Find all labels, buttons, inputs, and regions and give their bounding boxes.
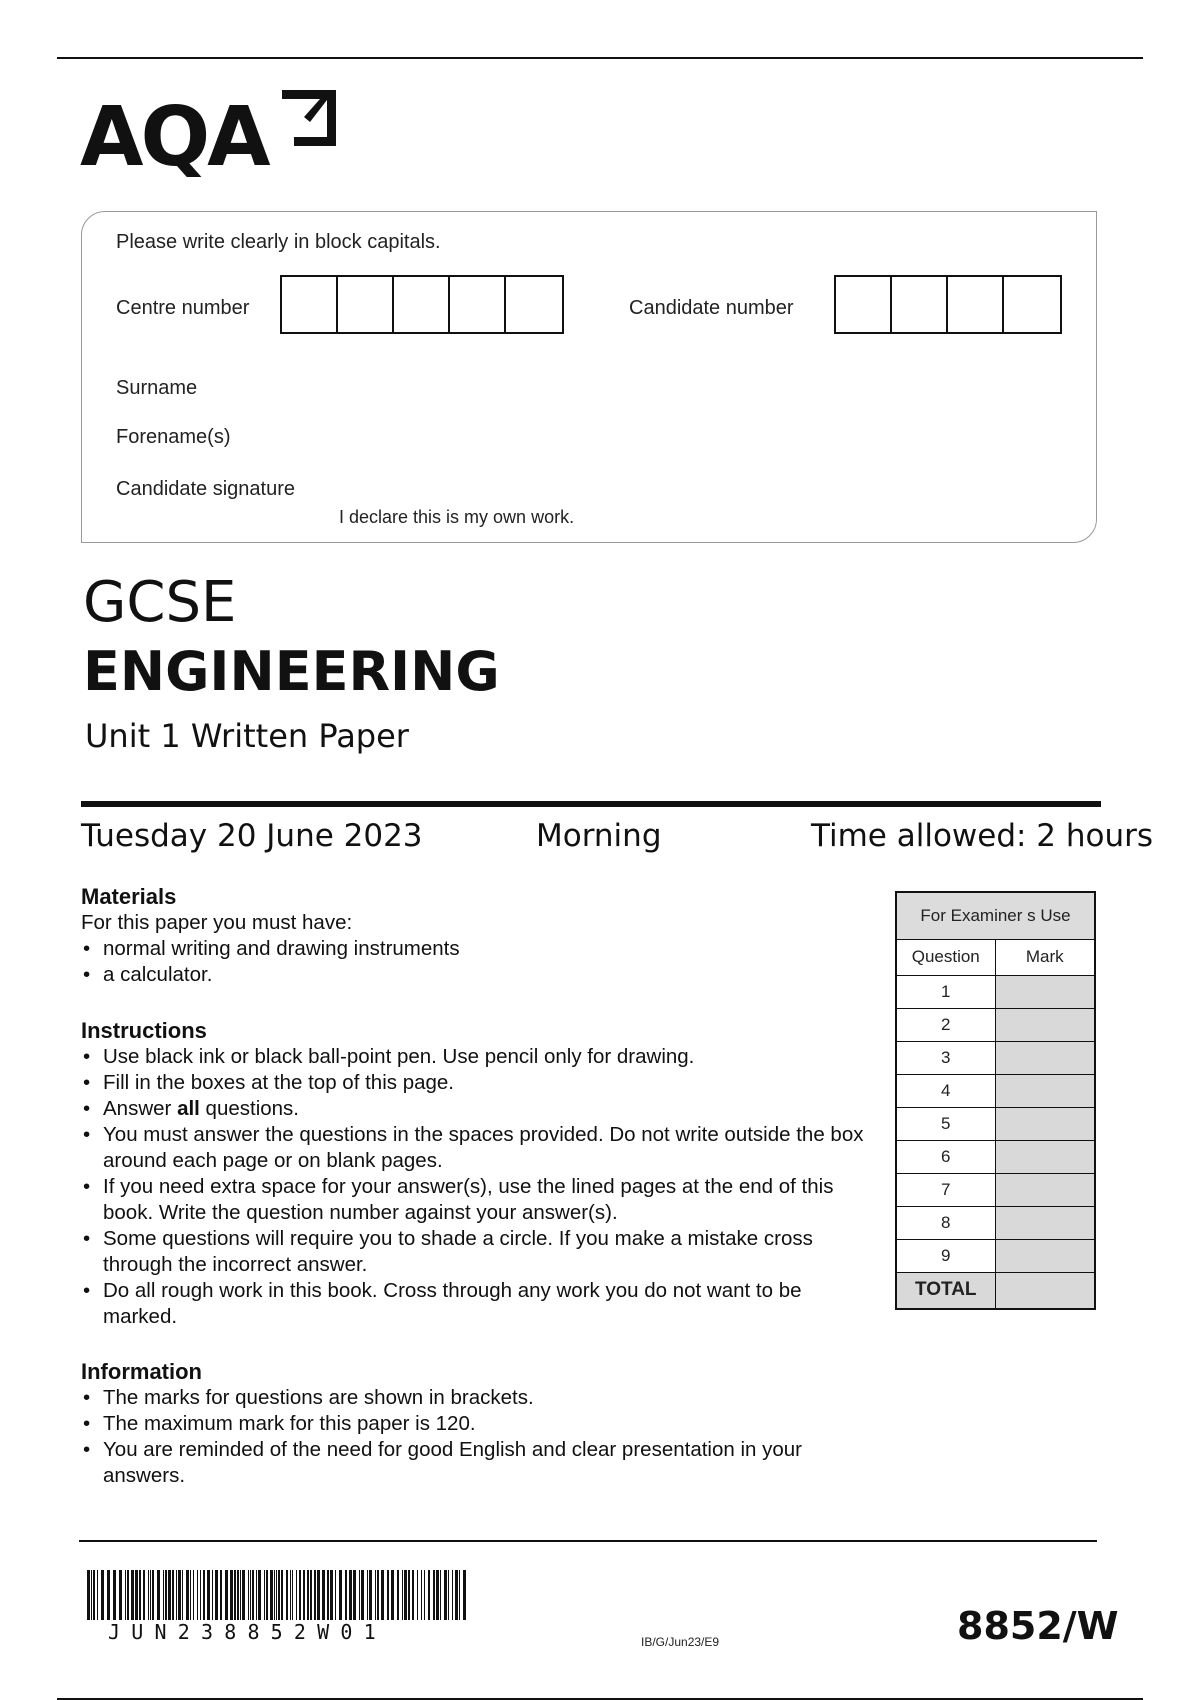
mark-cell[interactable] [995, 1107, 1095, 1140]
barcode-text: JUN238852W01 [108, 1620, 387, 1644]
declaration-text: I declare this is my own work. [339, 507, 575, 527]
question-column-header: Question [896, 939, 995, 975]
list-item: • Some questions will require you to shade a circle. If you make a mistake cross through the incorrect answer. [81, 1226, 871, 1278]
question-number-cell: 9 [896, 1239, 995, 1272]
answer-all-emphasis: all [177, 1097, 200, 1120]
digit-box[interactable] [338, 277, 394, 332]
table-row [896, 1140, 1095, 1173]
answer-pre: Answer [103, 1097, 178, 1120]
list-item: • You are reminded of the need for good English and clear presentation in your answers. [81, 1437, 871, 1489]
mark-cell[interactable] [995, 1074, 1095, 1107]
materials-list [81, 936, 871, 988]
table-row [896, 975, 1095, 1008]
answer-post: questions. [199, 1097, 300, 1120]
mark-column-header: Mark [995, 939, 1095, 975]
subject-title: ENGINEERING [83, 640, 500, 703]
question-number-cell: 8 [896, 1206, 995, 1239]
digit-box[interactable] [892, 277, 948, 332]
logo-mark-icon [280, 90, 336, 150]
title-divider [81, 801, 1101, 807]
table-row [896, 1107, 1095, 1140]
question-number-cell: 6 [896, 1140, 995, 1173]
list-item: • Use black ink or black ball-point pen. Use pencil only for drawing. [81, 1044, 871, 1070]
digit-box[interactable] [282, 277, 338, 332]
centre-number-boxes[interactable] [280, 275, 564, 334]
signature-label: Candidate signature [116, 478, 296, 500]
mark-cell[interactable] [995, 1239, 1095, 1272]
materials-heading: Materials [81, 884, 177, 909]
list-item: • a calculator. [81, 962, 871, 988]
table-row [896, 1239, 1095, 1272]
digit-box[interactable] [1004, 277, 1060, 332]
surname-label: Surname [116, 377, 198, 399]
materials-intro: For this paper you must have: [81, 911, 353, 934]
information-list [81, 1385, 871, 1489]
aqa-logo [80, 88, 340, 188]
instructions-list [81, 1044, 871, 1330]
logo-text: AQA [80, 90, 268, 185]
list-item: • The maximum mark for this paper is 120. [81, 1411, 871, 1437]
question-number-cell: 1 [896, 975, 995, 1008]
examiner-table-title: For Examiner s Use [896, 892, 1095, 939]
digit-box[interactable] [506, 277, 562, 332]
total-mark-cell[interactable] [995, 1272, 1095, 1309]
instructions-heading: Instructions [81, 1018, 207, 1043]
unit-title: Unit 1 Written Paper [85, 717, 409, 755]
question-number-cell: 2 [896, 1008, 995, 1041]
table-row [896, 1008, 1095, 1041]
table-row [896, 1173, 1095, 1206]
mark-cell[interactable] [995, 1206, 1095, 1239]
question-number-cell: 5 [896, 1107, 995, 1140]
candidate-number-label: Candidate number [629, 297, 794, 319]
materials-section [81, 883, 871, 988]
time-allowed: Time allowed: 2 hours [811, 818, 1154, 854]
question-number-cell: 3 [896, 1041, 995, 1074]
list-item: • The marks for questions are shown in brackets. [81, 1385, 871, 1411]
mark-cell[interactable] [995, 1140, 1095, 1173]
forename-label: Forename(s) [116, 426, 231, 448]
reference-code: IB/G/Jun23/E9 [641, 1635, 720, 1649]
candidate-details-box [81, 211, 1097, 543]
mark-cell[interactable] [995, 975, 1095, 1008]
examiner-table-body [896, 975, 1095, 1309]
mark-cell[interactable] [995, 1041, 1095, 1074]
top-rule [57, 57, 1143, 59]
exam-date: Tuesday 20 June 2023 [81, 818, 423, 854]
block-capitals-instruction: Please write clearly in block capitals. [116, 231, 441, 253]
question-number-cell: 7 [896, 1173, 995, 1206]
paper-code: 8852/W [957, 1604, 1119, 1648]
table-row [896, 1206, 1095, 1239]
barcode-image [87, 1570, 471, 1620]
digit-box[interactable] [836, 277, 892, 332]
examiner-use-table [895, 891, 1096, 1310]
list-item [81, 1096, 871, 1122]
list-item: • You must answer the questions in the spaces provided. Do not write outside the box around each page or on blank pages. [81, 1122, 871, 1174]
information-heading: Information [81, 1359, 202, 1384]
candidate-number-boxes[interactable] [834, 275, 1062, 334]
total-row [896, 1272, 1095, 1309]
table-row [896, 1074, 1095, 1107]
mark-cell[interactable] [995, 1173, 1095, 1206]
table-row [896, 1041, 1095, 1074]
list-item: • Fill in the boxes at the top of this page. [81, 1070, 871, 1096]
list-item: • normal writing and drawing instruments [81, 936, 871, 962]
mark-cell[interactable] [995, 1008, 1095, 1041]
digit-box[interactable] [450, 277, 506, 332]
list-item: • Do all rough work in this book. Cross through any work you do not want to be marked. [81, 1278, 871, 1330]
question-number-cell: 4 [896, 1074, 995, 1107]
qualification-title: GCSE [83, 570, 237, 635]
centre-number-label: Centre number [116, 297, 250, 319]
digit-box[interactable] [394, 277, 450, 332]
list-item: • If you need extra space for your answer(s), use the lined pages at the end of this book. Write the question number against your answer(s). [81, 1174, 871, 1226]
information-section [81, 1358, 871, 1489]
total-label-cell: TOTAL [896, 1272, 995, 1309]
footer-rule [79, 1540, 1097, 1542]
digit-box[interactable] [948, 277, 1004, 332]
exam-session: Morning [536, 818, 662, 854]
instructions-section [81, 1017, 871, 1330]
